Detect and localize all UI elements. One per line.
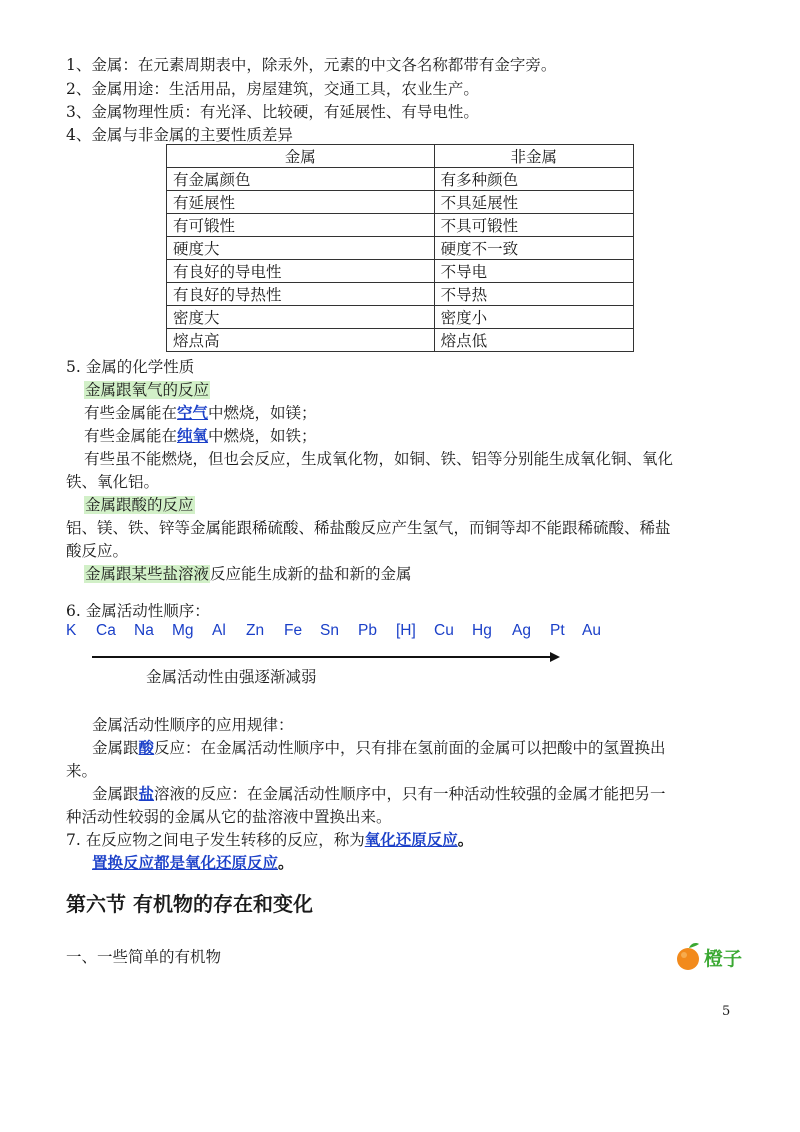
- rules-title: 金属活动性顺序的应用规律：: [92, 716, 294, 734]
- redox-pre: 7. 在反应物之间电子发生转移的反应，称为: [66, 831, 365, 849]
- table-header-row: [167, 145, 634, 168]
- series-h: [H]: [396, 622, 416, 639]
- metal-comparison-table: [166, 144, 634, 352]
- rule-1-post: 反应：在金属活动性顺序中，只有排在氢前面的金属可以把酸中的氢置换出: [154, 739, 666, 757]
- acid-line-1b: 酸反应。: [66, 542, 129, 560]
- series-na: Na: [134, 622, 154, 639]
- oxygen-line-2: [84, 425, 317, 447]
- table-row: [167, 283, 634, 306]
- rule-1b: 来。: [66, 762, 98, 780]
- series-mg: Mg: [172, 622, 194, 639]
- table-header-metal: 金属: [167, 145, 435, 168]
- table-cell: 有多种颜色: [434, 168, 633, 191]
- salt-line-rest: 反应能生成新的盐和新的金属: [210, 565, 412, 583]
- redox-post: 。: [457, 830, 474, 849]
- rule-2-pre: 金属跟: [92, 785, 139, 803]
- rule-1: [92, 737, 666, 759]
- table-row: [167, 260, 634, 283]
- arrow-caption: 金属活动性由强逐渐减弱: [146, 668, 317, 686]
- table-row: [167, 306, 634, 329]
- redox-link[interactable]: 氧化还原反应: [364, 830, 458, 849]
- oxygen-line-1: [84, 402, 317, 424]
- salt-heading-highlight: 金属跟某些盐溶液: [85, 565, 210, 583]
- acid-line-1: 铝、镁、铁、锌等金属能跟稀硫酸、稀盐酸反应产生氢气，而铜等却不能跟稀硫酸、稀盐: [66, 519, 671, 537]
- table-cell: 密度大: [167, 306, 435, 329]
- table-cell: 硬度不一致: [434, 237, 633, 260]
- acid-heading-highlight: 金属跟酸的反应: [85, 496, 194, 514]
- series-al: Al: [212, 622, 226, 639]
- orange-icon: [676, 942, 702, 972]
- table-cell: 有金属颜色: [167, 168, 435, 191]
- activity-title: 6. 金属活动性顺序：: [66, 602, 210, 620]
- redox-note: [92, 852, 294, 874]
- page-number: 5: [722, 1004, 731, 1019]
- table-row: [167, 329, 634, 352]
- section-subheading: 一、一些简单的有机物: [66, 948, 222, 966]
- table-row: [167, 191, 634, 214]
- acid-heading: [84, 494, 195, 516]
- series-zn: Zn: [246, 622, 265, 639]
- series-fe: Fe: [284, 622, 303, 639]
- table-header-nonmetal: 非金属: [434, 145, 633, 168]
- series-ca: Ca: [96, 622, 116, 639]
- rule-2b: 种活动性较弱的金属从它的盐溶液中置换出来。: [66, 808, 392, 826]
- salt-link[interactable]: 盐: [138, 784, 155, 803]
- table-cell: 有可锻性: [167, 214, 435, 237]
- table-cell: 不具延展性: [434, 191, 633, 214]
- table-cell: 熔点高: [167, 329, 435, 352]
- acid-link[interactable]: 酸: [138, 738, 155, 757]
- rule-1-pre: 金属跟: [92, 739, 139, 757]
- activity-arrow: [92, 651, 560, 663]
- intro-line-3: 3、金属物理性质：有光泽、比较硬，有延展性、有导电性。: [66, 103, 479, 121]
- pure-oxygen-link[interactable]: 纯氧: [177, 426, 209, 445]
- oxygen-heading-highlight: 金属跟氧气的反应: [85, 381, 210, 399]
- logo-text: 橙子: [704, 948, 743, 970]
- series-pb: Pb: [358, 622, 377, 639]
- activity-series: [66, 622, 626, 644]
- intro-line-1: 1、金属：在元素周期表中，除汞外，元素的中文各名称都带有金字旁。: [66, 56, 557, 74]
- table-cell: 硬度大: [167, 237, 435, 260]
- intro-line-4: 4、金属与非金属的主要性质差异: [66, 126, 293, 144]
- rule-2: [92, 783, 666, 805]
- series-cu: Cu: [434, 622, 454, 639]
- oxygen-line-3b: 铁、氧化铝。: [66, 473, 160, 491]
- table-row: [167, 214, 634, 237]
- table-cell: 熔点低: [434, 329, 633, 352]
- table-cell: 不具可锻性: [434, 214, 633, 237]
- series-ag: Ag: [512, 622, 531, 639]
- oxygen-line-1-post: 中燃烧，如镁；: [208, 404, 317, 422]
- oxygen-line-2-pre: 有些金属能在: [84, 427, 178, 445]
- table-cell: 有延展性: [167, 191, 435, 214]
- table-cell: 不导热: [434, 283, 633, 306]
- series-hg: Hg: [472, 622, 492, 639]
- salt-line: [84, 563, 412, 585]
- series-au: Au: [582, 622, 601, 639]
- redox-line: [66, 829, 473, 851]
- series-k: K: [66, 622, 77, 639]
- intro-line-2: 2、金属用途：生活用品，房屋建筑，交通工具，农业生产。: [66, 80, 479, 98]
- series-pt: Pt: [550, 622, 565, 639]
- section-heading: 第六节 有机物的存在和变化: [66, 892, 313, 916]
- table-cell: 密度小: [434, 306, 633, 329]
- table-cell: 有良好的导电性: [167, 260, 435, 283]
- table-cell: 不导电: [434, 260, 633, 283]
- oxygen-line-3: 有些虽不能燃烧，但也会反应，生成氧化物，如铜、铁、铝等分别能生成氧化铜、氧化: [84, 450, 674, 468]
- redox-note-post: 。: [278, 853, 294, 872]
- table-cell: 有良好的导热性: [167, 283, 435, 306]
- table-row: [167, 237, 634, 260]
- oxygen-line-2-post: 中燃烧，如铁；: [208, 427, 317, 445]
- series-sn: Sn: [320, 622, 339, 639]
- air-link[interactable]: 空气: [177, 403, 209, 422]
- table-row: [167, 168, 634, 191]
- chem-title: 5. 金属的化学性质: [66, 358, 195, 376]
- displacement-redox-link[interactable]: 置换反应都是氧化还原反应: [92, 853, 279, 872]
- rule-2-post: 溶液的反应：在金属活动性顺序中，只有一种活动性较强的金属才能把另一: [154, 785, 666, 803]
- oxygen-line-1-pre: 有些金属能在: [84, 404, 178, 422]
- oxygen-heading: [84, 379, 210, 401]
